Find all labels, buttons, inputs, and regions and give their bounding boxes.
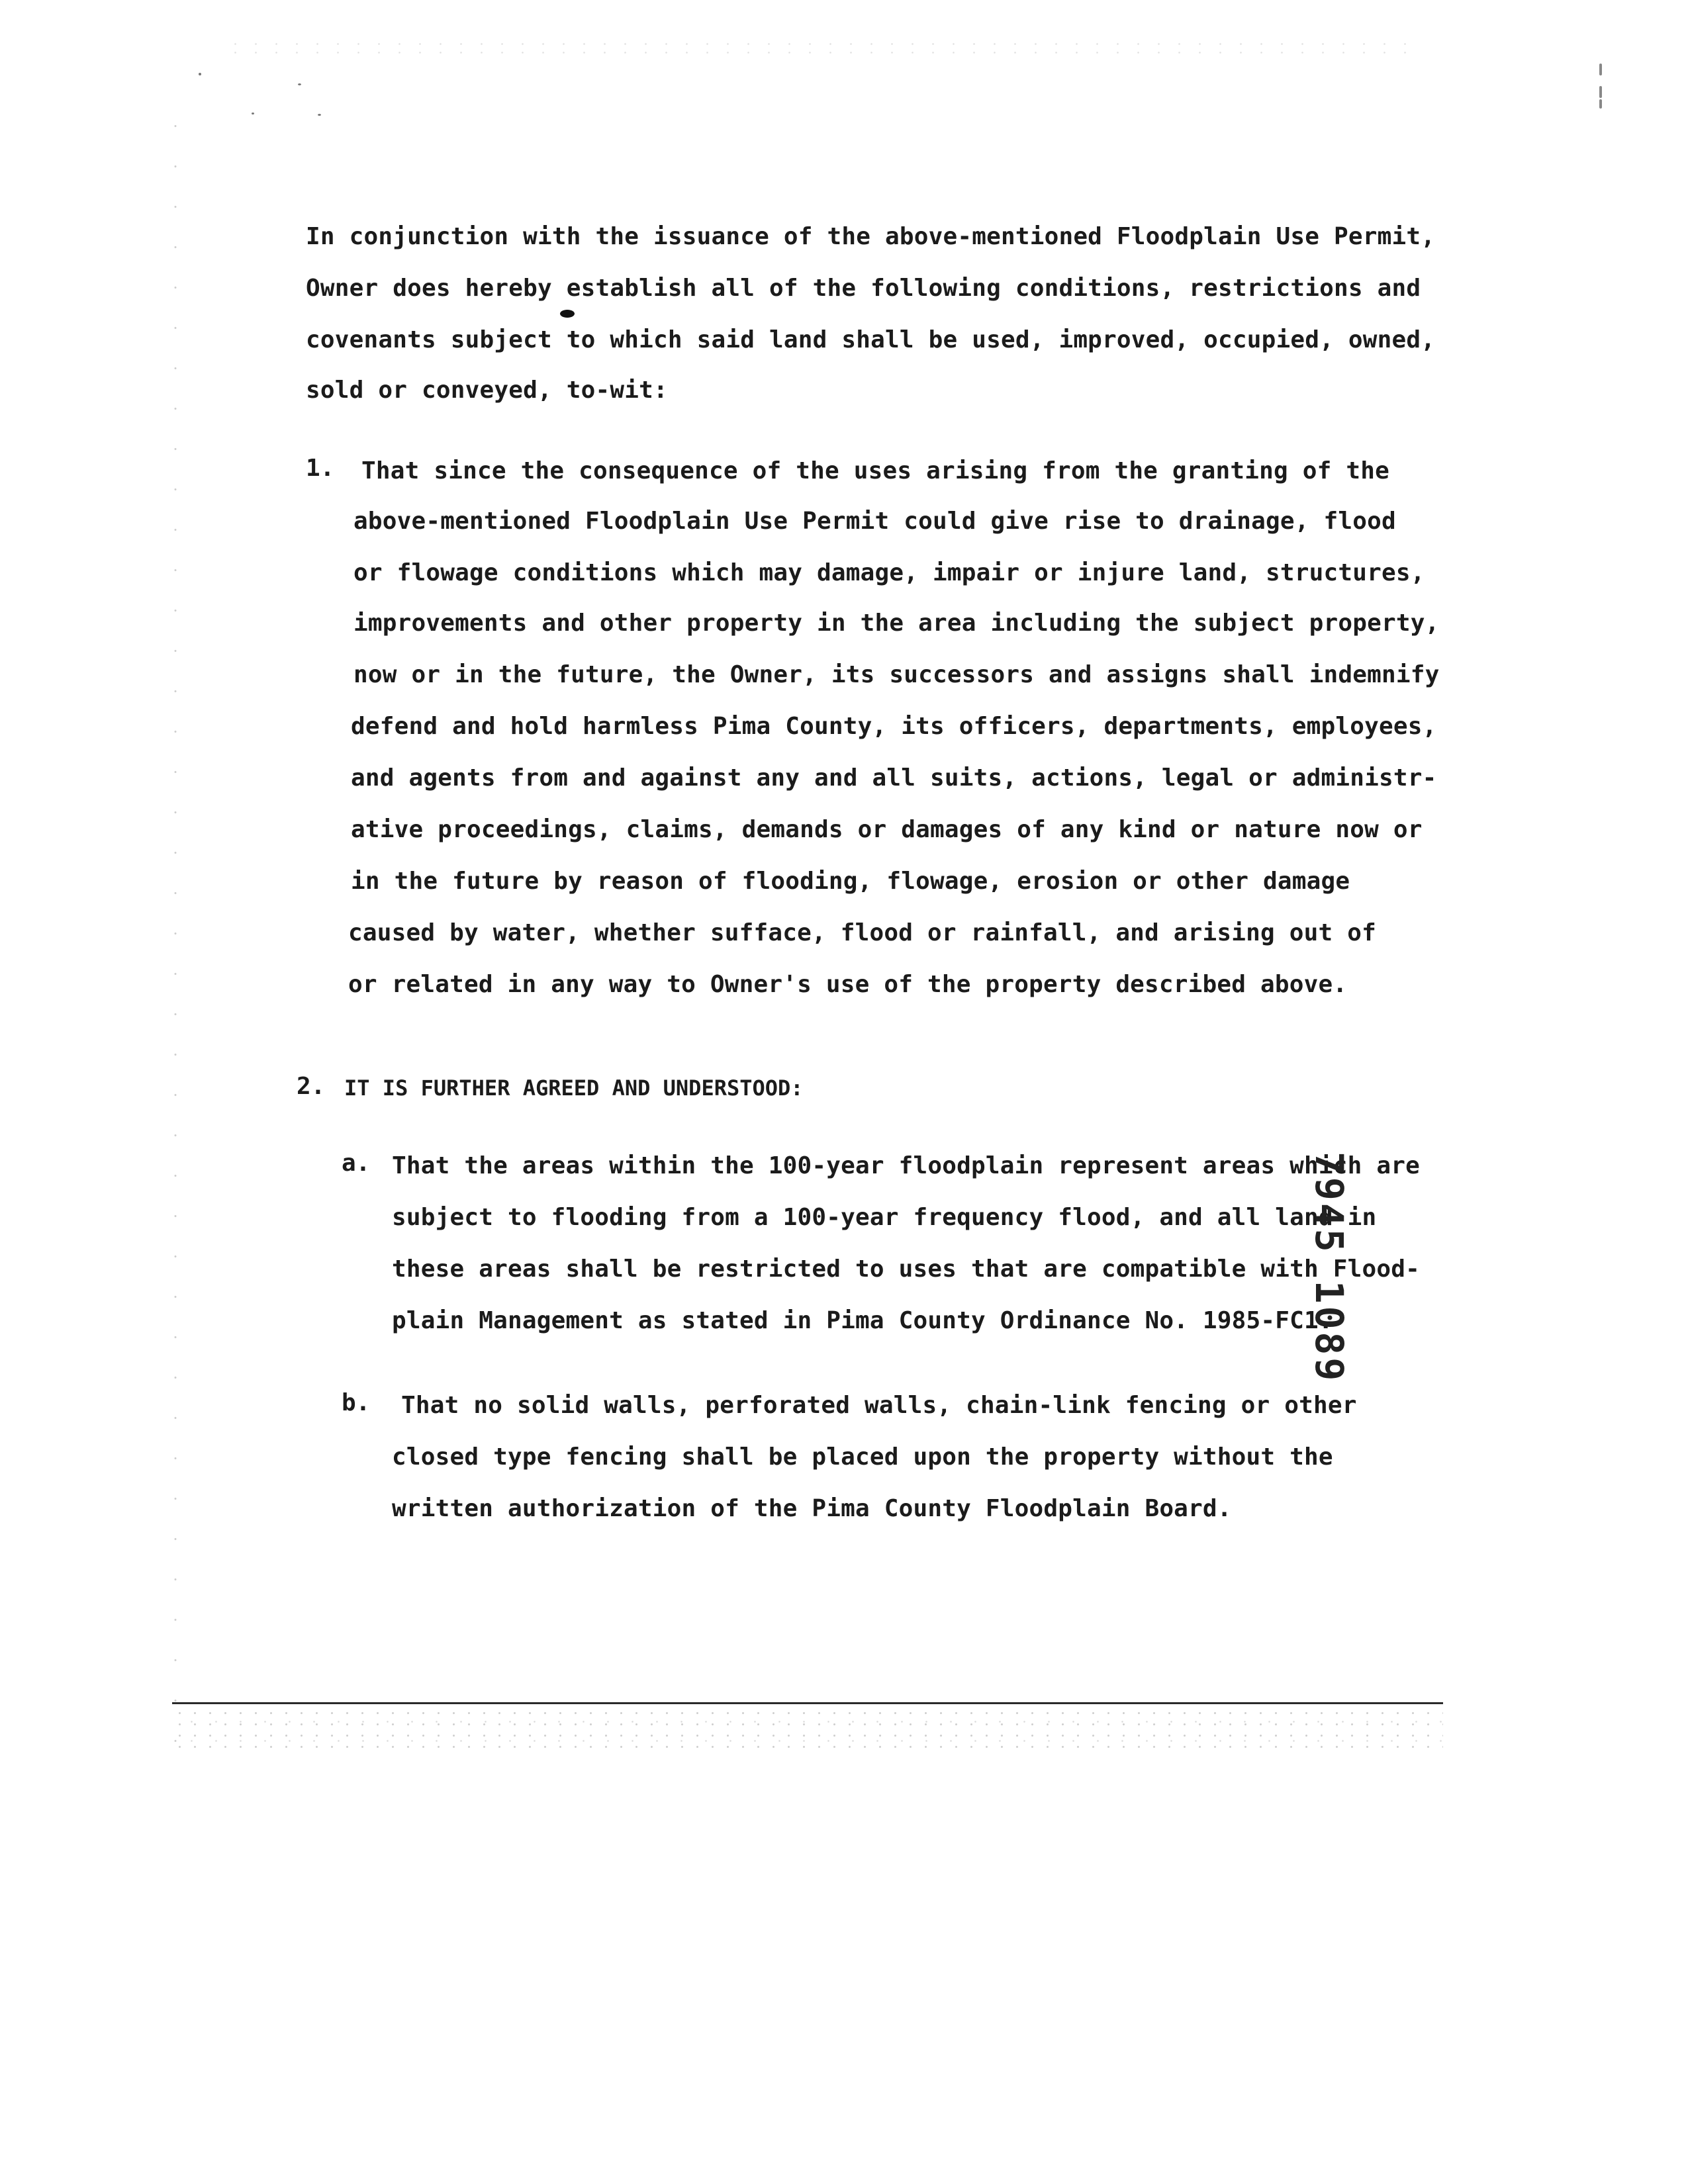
item-1-line: in the future by reason of flooding, flowage, erosion or other damage — [351, 868, 1350, 895]
scan-noise-left-margin — [173, 106, 177, 1760]
sub-item-letter: b. — [342, 1389, 371, 1416]
item-number: 1. — [306, 455, 335, 482]
sub-item-b-line: closed type fencing shall be placed upon the property without the — [392, 1443, 1333, 1471]
scan-noise-top — [225, 40, 1417, 60]
item-1-line: ative proceedings, claims, demands or damages of any kind or nature now or — [351, 816, 1423, 843]
scan-edge-line — [172, 1702, 1443, 1704]
intro-line: Owner does hereby establish all of the following conditions, restrictions and — [306, 275, 1421, 302]
scan-mark — [1599, 64, 1602, 75]
item-1-line: caused by water, whether sufface, flood or rainfall, and arising out of — [348, 919, 1377, 946]
sub-item-a-line: subject to flooding from a 100-year frequency flood, and all land in — [392, 1204, 1377, 1231]
sub-item-b-line: written authorization of the Pima County Floodplain Board. — [392, 1495, 1232, 1522]
scan-mark — [1599, 99, 1602, 109]
recording-number-stamp: 7945 1089 — [1307, 1152, 1352, 1384]
section-heading: IT IS FURTHER AGREED AND UNDERSTOOD: — [344, 1075, 804, 1101]
item-1-line: now or in the future, the Owner, its successors and assigns shall indemnify — [353, 661, 1440, 688]
scan-dot — [199, 73, 201, 75]
item-number: 2. — [297, 1073, 326, 1100]
sub-item-a-line: these areas shall be restricted to uses that are compatible with Flood- — [392, 1255, 1421, 1283]
item-1-line: improvements and other property in the area including the subject property, — [353, 610, 1440, 637]
ink-blot — [560, 310, 575, 318]
item-1-line: or related in any way to Owner's use of the property described above. — [348, 971, 1348, 998]
intro-line: sold or conveyed, to-wit: — [306, 377, 668, 404]
intro-line: covenants subject to which said land shall be used, improved, occupied, owned, — [306, 326, 1436, 353]
scan-noise-band — [172, 1707, 1443, 1754]
item-1-line: or flowage conditions which may damage, impair or injure land, structures, — [353, 559, 1425, 586]
item-1-line: defend and hold harmless Pima County, its officers, departments, employees, — [351, 713, 1437, 740]
scan-mark — [1599, 86, 1602, 98]
scan-dot — [252, 113, 254, 114]
item-1-line: and agents from and against any and all suits, actions, legal or administr- — [351, 764, 1437, 792]
sub-item-a-line: That the areas within the 100-year floodplain represent areas which are — [392, 1152, 1421, 1179]
item-1-line: above-mentioned Floodplain Use Permit could give rise to drainage, flood — [353, 508, 1396, 535]
sub-item-b-line: That no solid walls, perforated walls, chain-link fencing or other — [401, 1392, 1357, 1419]
sub-item-a-line: plain Management as stated in Pima County Ordinance No. 1985-FC1. — [392, 1307, 1333, 1334]
sub-item-letter: a. — [342, 1150, 371, 1177]
item-1-line: That since the consequence of the uses arising from the granting of the — [361, 457, 1390, 484]
intro-line: In conjunction with the issuance of the above-mentioned Floodplain Use Permit, — [306, 223, 1436, 250]
scan-dot — [318, 114, 321, 116]
scan-dot — [298, 83, 301, 85]
